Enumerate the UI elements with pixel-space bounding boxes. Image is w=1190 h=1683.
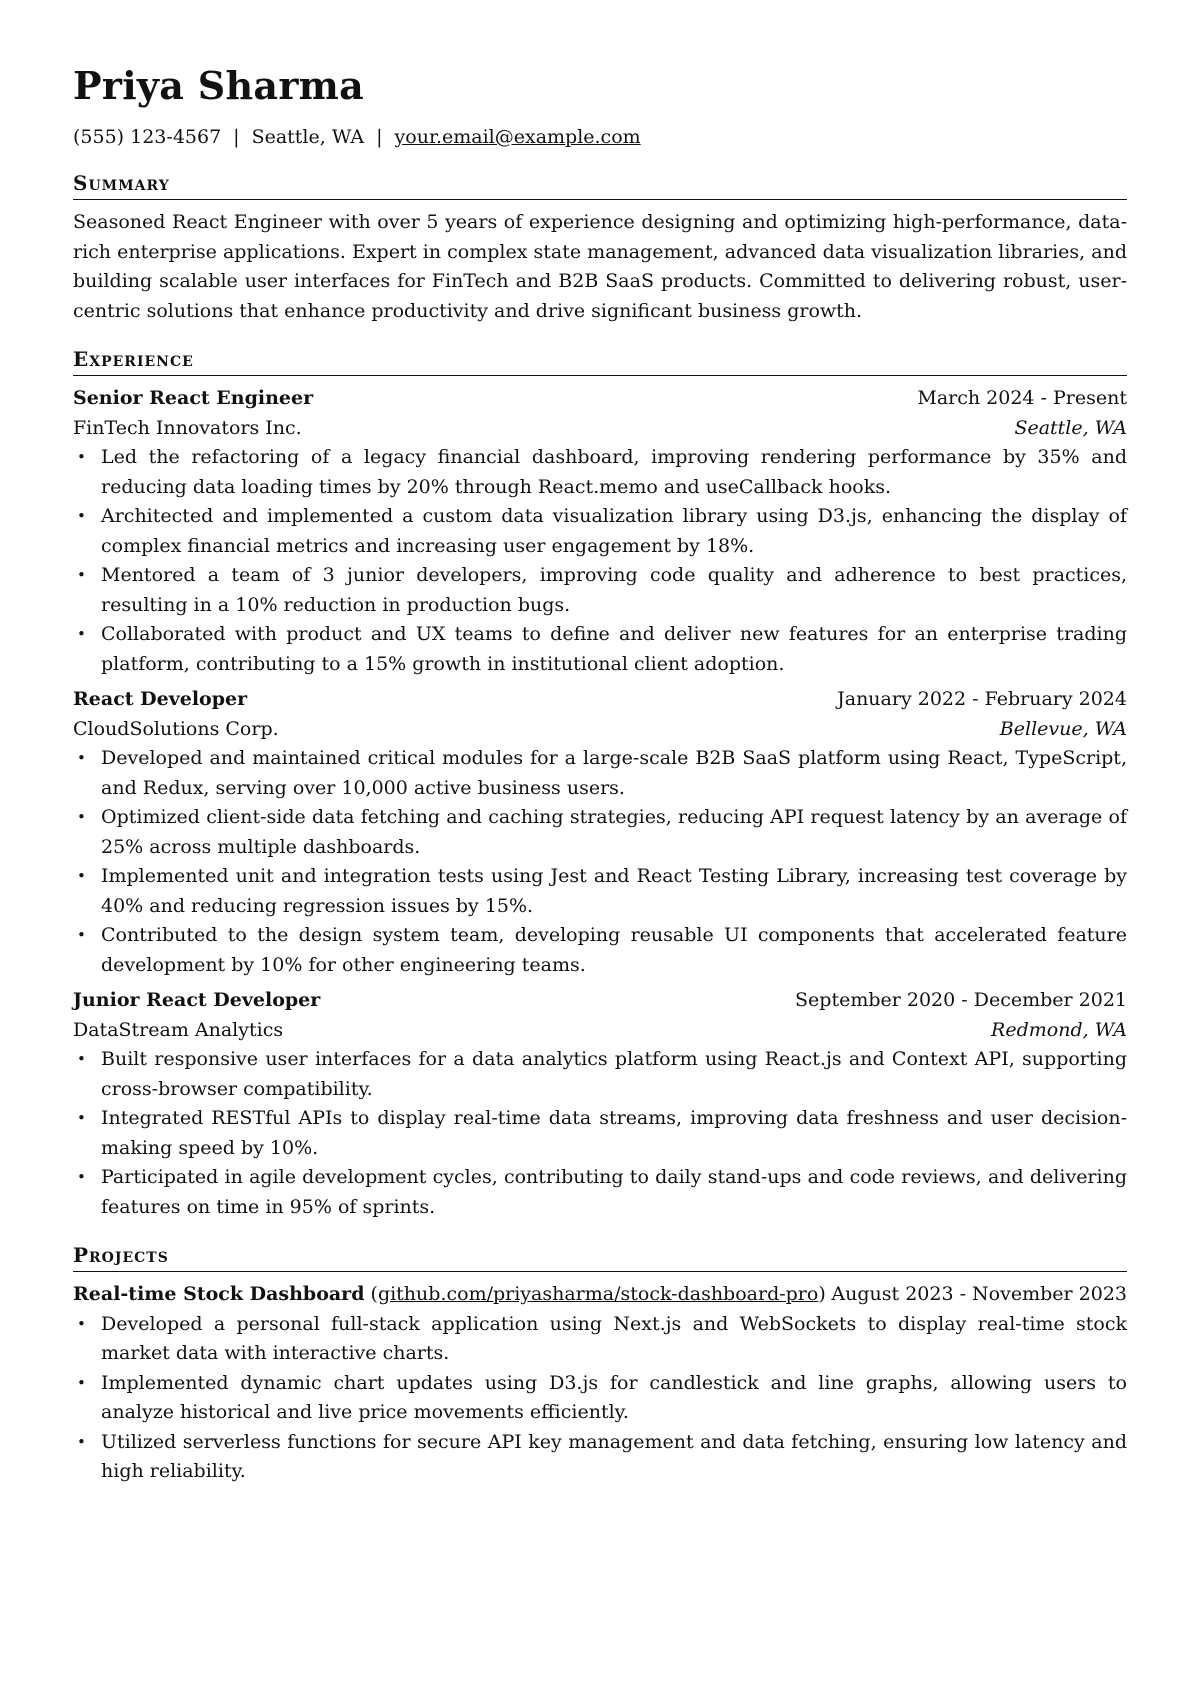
bullet-item: • Contributed to the design system team, developing reusable UI components that accelerated feature development by 10% for other engineering teams.	[101, 921, 1127, 980]
job-company-row	[73, 715, 1127, 745]
bullet-item: • Mentored a team of 3 junior developers, improving code quality and adherence to best practices, resulting in a 10% reduction in production bugs.	[101, 561, 1127, 620]
bullet-item: • Developed a personal full-stack application using Next.js and WebSockets to display real-time stock market data with interactive charts.	[101, 1310, 1127, 1369]
summary-paragraph: Seasoned React Engineer with over 5 years of experience designing and optimizing high-performance, data-rich enterprise applications. Expert in complex state management, advanced data visualization libraries, and building scalable user interfaces for FinTech and B2B SaaS products. Committed to delivering robust, user-centric solutions that enhance productivity and drive significant business growth.	[73, 211, 1127, 322]
experience-entry	[73, 384, 1127, 679]
project-dates: August 2023 - November 2023	[831, 1283, 1127, 1305]
job-dates: September 2020 - December 2021	[795, 989, 1127, 1011]
bullet-item: • Led the refactoring of a legacy financial dashboard, improving rendering performance by 35% and reducing data loading times by 20% through React.memo and useCallback hooks.	[101, 443, 1127, 502]
bullet-item: • Implemented dynamic chart updates using D3.js for candlestick and line graphs, allowing users to analyze historical and live price movements efficiently.	[101, 1369, 1127, 1428]
job-title-row	[73, 986, 1127, 1016]
project-name: Real-time Stock Dashboard	[73, 1283, 365, 1305]
job-title-row	[73, 685, 1127, 715]
email-link[interactable]: your.email@example.com	[394, 126, 641, 148]
job-bullets	[73, 1045, 1127, 1222]
contact-separator: |	[233, 126, 240, 148]
job-title-row	[73, 384, 1127, 414]
bullet-item: • Collaborated with product and UX teams to define and deliver new features for an enterprise trading platform, contributing to a 15% growth in institutional client adoption.	[101, 620, 1127, 679]
section-heading-experience: Experience	[73, 346, 1127, 376]
job-location: Redmond, WA	[991, 1018, 1127, 1041]
bullet-item: • Implemented unit and integration tests using Jest and React Testing Library, increasing test coverage by 40% and reducing regression issues by 15%.	[101, 862, 1127, 921]
company-name: FinTech Innovators Inc.	[73, 416, 302, 439]
job-title: Senior React Engineer	[73, 387, 314, 409]
job-location: Bellevue, WA	[999, 717, 1127, 740]
bullet-item: • Participated in agile development cycles, contributing to daily stand-ups and code reviews, and delivering features on time in 95% of sprints.	[101, 1163, 1127, 1222]
job-dates: January 2022 - February 2024	[837, 688, 1127, 710]
project-bullets	[73, 1310, 1127, 1487]
experience-entry	[73, 986, 1127, 1222]
location-text: Seattle, WA	[251, 126, 365, 148]
project-entry	[73, 1280, 1127, 1487]
job-company-row	[73, 1016, 1127, 1046]
job-bullets	[73, 443, 1127, 679]
job-company-row	[73, 414, 1127, 444]
bullet-item: • Built responsive user interfaces for a data analytics platform using React.js and Context API, supporting cross-browser compatibility.	[101, 1045, 1127, 1104]
bullet-item: • Optimized client-side data fetching and caching strategies, reducing API request latency by an average of 25% across multiple dashboards.	[101, 803, 1127, 862]
company-name: DataStream Analytics	[73, 1018, 284, 1041]
project-link[interactable]: github.com/priyasharma/stock-dashboard-pro	[377, 1283, 819, 1305]
contact-separator: |	[376, 126, 383, 148]
section-heading-projects: Projects	[73, 1242, 1127, 1272]
job-dates: March 2024 - Present	[917, 387, 1127, 409]
company-name: CloudSolutions Corp.	[73, 717, 279, 740]
job-bullets	[73, 744, 1127, 980]
phone-number: (555) 123-4567	[73, 126, 222, 148]
bullet-item: • Integrated RESTful APIs to display real-time data streams, improving data freshness and user decision-making speed by 10%.	[101, 1104, 1127, 1163]
section-heading-summary: Summary	[73, 170, 1127, 200]
project-header: August 2023 - November 2023 Real-time Stock Dashboard (github.com/priyasharma/stock-dashboard-pro)	[73, 1280, 1127, 1310]
job-location: Seattle, WA	[1014, 416, 1127, 439]
job-title: React Developer	[73, 688, 248, 710]
bullet-item: • Utilized serverless functions for secure API key management and data fetching, ensuring low latency and high reliability.	[101, 1428, 1127, 1487]
contact-line	[73, 124, 1127, 150]
job-title: Junior React Developer	[73, 989, 321, 1011]
candidate-name: Priya Sharma	[73, 63, 365, 108]
bullet-item: • Developed and maintained critical modules for a large-scale B2B SaaS platform using React, TypeScript, and Redux, serving over 10,000 active business users.	[101, 744, 1127, 803]
experience-entry	[73, 685, 1127, 980]
experience-list	[73, 384, 1127, 1222]
bullet-item: • Architected and implemented a custom data visualization library using D3.js, enhancing the display of complex financial metrics and increasing user engagement by 18%.	[101, 502, 1127, 561]
